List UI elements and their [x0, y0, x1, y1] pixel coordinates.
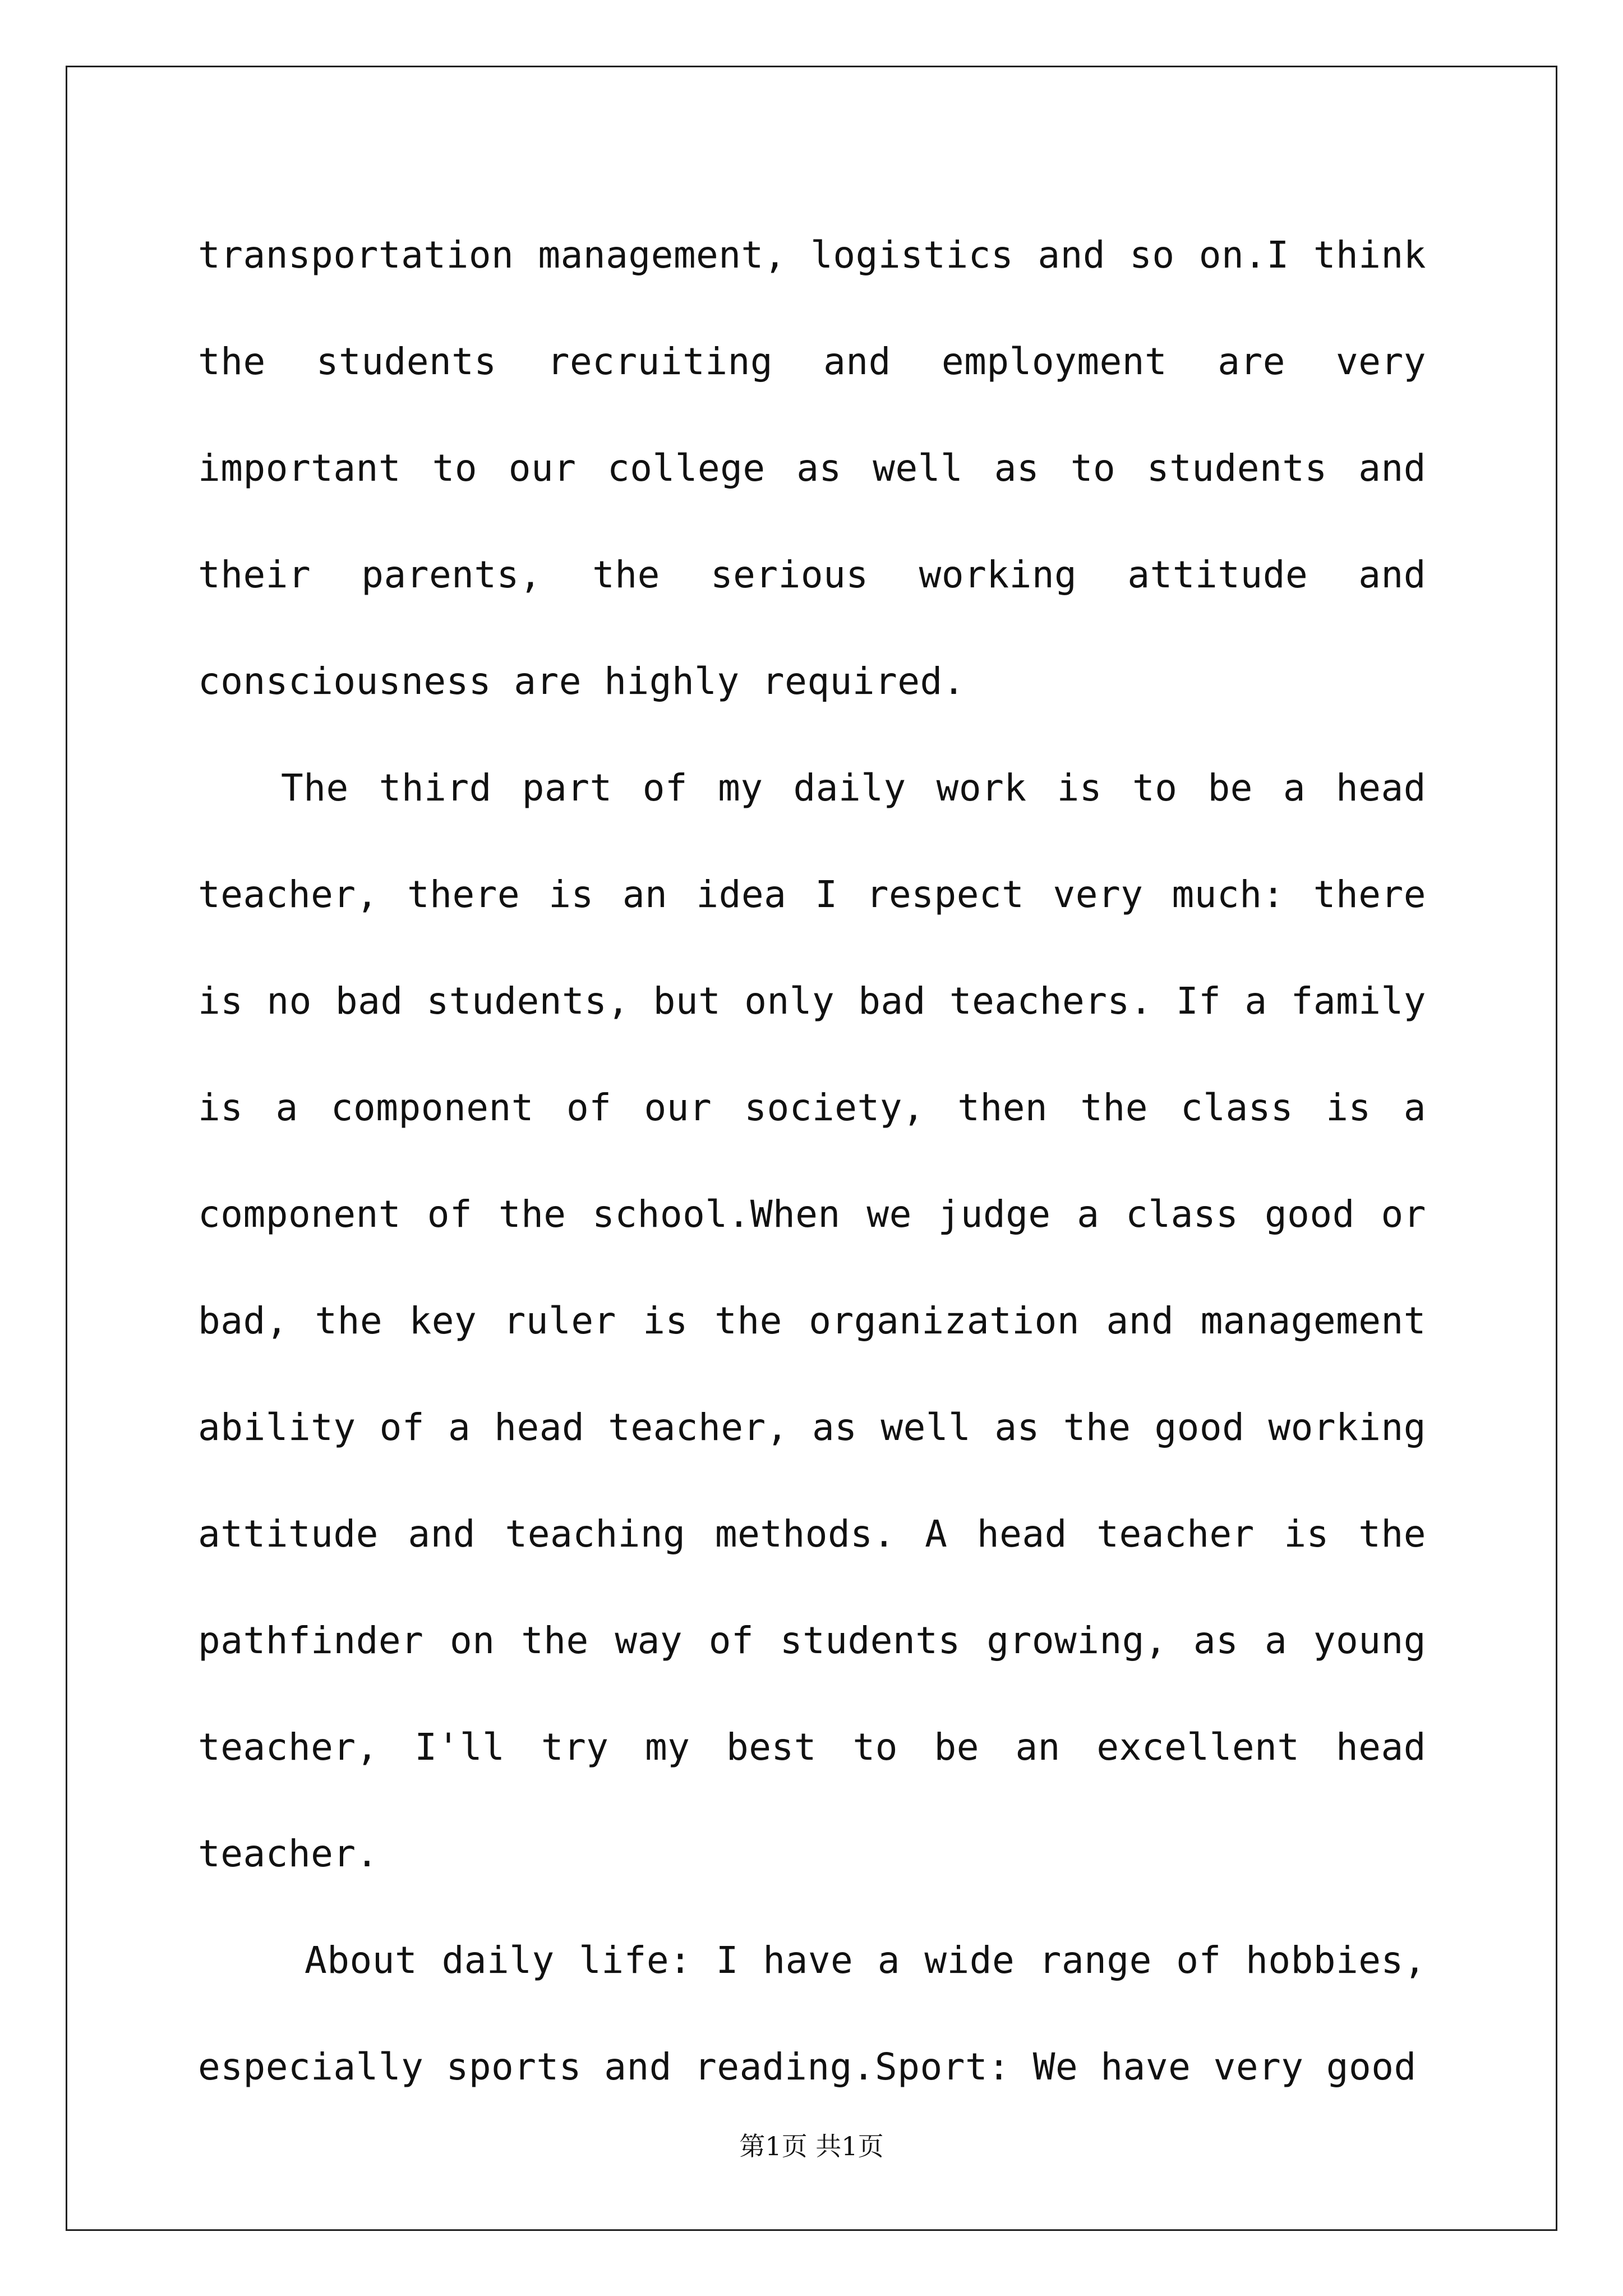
- paragraph-daily-life: About daily life: I have a wide range of hobbies, especially sports and reading.Sport: We have very good: [198, 1939, 1426, 2088]
- page-number-footer: 第1页 共1页: [739, 2131, 884, 2161]
- document-body: [198, 202, 1426, 2120]
- paragraph-continuation: transportation management, logistics and so on.I think the students recruiting and employment are very important to our college as well as to students and their parents, the serious working attitude and consciousness are highly required.: [198, 233, 1426, 703]
- paragraph-head-teacher: The third part of my daily work is to be a head teacher, there is an idea I respect very much: there is no bad students, but only bad teachers. If a family is a component of our society, then the class is a component of the school.When we judge a class good or bad, the key ruler is the organization and management ability of a head teacher, as well as the good working attitude and teaching methods. A head teacher is the pathfinder on the way of students growing, as a young teacher, I'll try my best to be an excellent head teacher.: [198, 766, 1426, 1875]
